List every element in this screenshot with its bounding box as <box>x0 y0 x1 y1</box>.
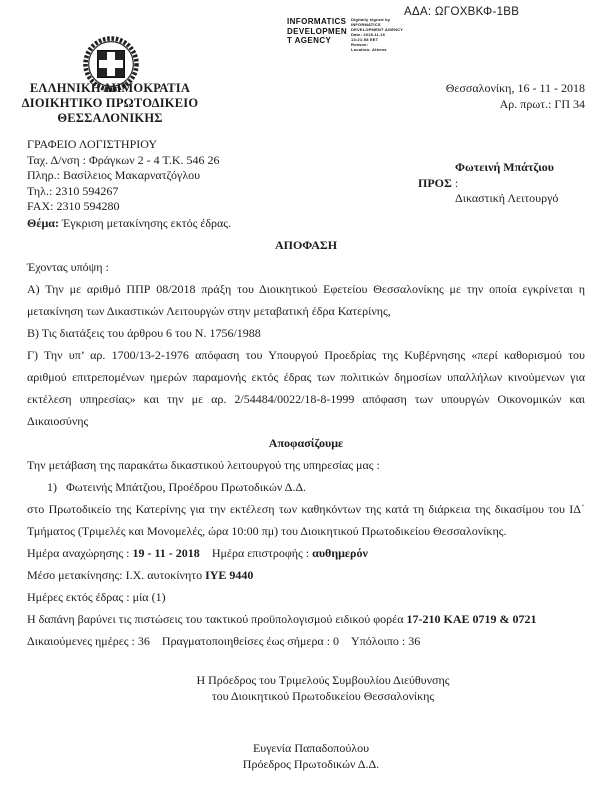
signatory-title-line2: του Διοικητικού Πρωτοδικείου Θεσσαλονίκης <box>211 689 435 703</box>
stamp-detail-line: Date: 2018.11.16 <box>351 32 386 37</box>
operative-continuation: στο Πρωτοδικείο της Κατερίνης για την εκτέλεση των καθηκόντων της κατά τη διάρκεια της δικασίμου του ΙΔ΄ Τμήματος (Τριμελές και Μονομελές, ώρα 10:00 πμ) του Διοικητικού Πρωτοδικείου Θεσσαλονίκης. <box>27 502 585 538</box>
office-name: ΓΡΑΦΕΙΟ ΛΟΓΙΣΤΗΡΙΟΥ <box>27 137 157 151</box>
recipient-title: Δικαστική Λειτουργό <box>455 191 559 205</box>
stamp-agency-line: DEVELOPMEN <box>287 26 348 36</box>
operative-list-item <box>27 476 585 498</box>
departure-date: 19 - 11 - 2018 <box>132 546 200 560</box>
signatory-title-block <box>27 672 585 704</box>
remaining-days: Υπόλοιπο : 36 <box>351 634 421 648</box>
stamp-signature-details <box>351 17 403 52</box>
decide-heading: Αποφασίζουμε <box>268 436 344 450</box>
stamp-agency-line: T AGENCY <box>287 36 332 45</box>
budget-line <box>27 608 585 630</box>
organization-header <box>0 81 220 126</box>
subject-line <box>27 212 585 234</box>
stamp-detail-line: Digitally signed by <box>351 17 391 22</box>
signatory-name: Ευγενία Παπαδοπούλου <box>252 741 370 755</box>
stamp-detail-line: INFORMATICS <box>351 22 381 27</box>
contact-info-block <box>27 137 220 215</box>
departure-return-line <box>27 542 585 564</box>
ada-number: ΑΔΑ: ΩΓΟΧΒΚΦ-1ΒΒ <box>404 6 520 18</box>
contact-person: Πληρ.: Βασίλειος Μακαρνατζόγλου <box>27 168 201 182</box>
days-accounting-line <box>27 630 585 652</box>
budget-label: Η δαπάνη βαρύνει τις πιστώσεις του τακτικού προϋπολογισμού ειδικού φορέα <box>27 612 407 626</box>
consideration-item-a: Α) Την με αριθμό ΠΠΡ 08/2018 πράξη του Διοικητικού Εφετείου Θεσσαλονίκης με την οποία εγκρίνεται η μετακίνηση των Δικαστικών Λειτουργών στην μεταβατική έδρα Κατερίνης, <box>27 282 585 318</box>
transport-line <box>27 564 585 586</box>
subject-text: Έγκριση μετακίνησης εκτός έδρας. <box>58 216 232 230</box>
transport-label: Μέσο μετακίνησης: Ι.Χ. αυτοκίνητο <box>27 568 206 582</box>
list-item-person: Φωτεινής Μπάτζιου, Προέδρου Πρωτοδικών Δ.Δ. <box>66 480 307 494</box>
days-out-line: Ημέρες εκτός έδρας : μία (1) <box>27 590 166 604</box>
protocol-number: Αρ. πρωτ.: ΓΠ 34 <box>499 96 585 111</box>
to-colon: : <box>451 175 459 190</box>
budget-code: 17-210 ΚΑΕ 0719 & 0721 <box>406 612 537 626</box>
return-label: Ημέρα επιστροφής : <box>211 546 313 560</box>
stamp-detail-line: Reason: <box>351 42 369 47</box>
fax-number: FAX: 2310 594280 <box>27 199 120 213</box>
city-date: Θεσσαλονίκη, 16 - 11 - 2018 <box>445 81 585 95</box>
stamp-agency-line: INFORMATICS <box>287 17 347 26</box>
stamp-detail-line: 13:21:58 EET <box>351 37 379 42</box>
recipient-block <box>418 160 558 207</box>
stamp-agency-name <box>287 17 347 46</box>
postal-address: Ταχ. Δ/νση : Φράγκων 2 - 4 Τ.Κ. 546 26 <box>27 152 220 167</box>
subject-label: Θέμα: <box>27 216 59 230</box>
list-item-number: 1) <box>47 480 57 494</box>
signatory-rank: Πρόεδρος Πρωτοδικών Δ.Δ. <box>242 757 380 771</box>
stamp-detail-line: DEVELOPMENT AGENCY <box>351 27 404 32</box>
digital-signature-stamp <box>287 17 403 52</box>
document-body <box>27 212 585 772</box>
having-regard-intro: Έχοντας υπόψη : <box>27 260 109 274</box>
signatory-name-block <box>27 740 585 772</box>
org-city-line: ΘΕΣΣΑΛΟΝΙΚΗΣ <box>57 111 163 125</box>
org-court-line: ΔΙΟΙΚΗΤΙΚΟ ΠΡΩΤΟΔΙΚΕΙΟ <box>21 96 199 110</box>
return-value: αυθημερόν <box>312 546 368 560</box>
consideration-item-c: Γ) Την υπ’ αρ. 1700/13-2-1976 απόφαση του Υπουργού Προεδρίας της Κυβέρνησης «περί καθορισμού του αριθμού επιτρεπομένων ημερών παραμονής εκτός έδρας των πολιτικών δημοσίων υπαλλήλων κινούμενων για εκτέλεση υπηρεσίας» και την με αρ. 2/54484/0022/18-8-1999 απόφαση των υπουργών Οικονομικών και Δικαιοσύνης <box>27 348 585 428</box>
recipient-to-line <box>418 176 558 192</box>
date-protocol-block <box>446 81 585 112</box>
used-days: Πραγματοποιηθείσες έως σήμερα : 0 <box>161 634 340 648</box>
entitled-days: Δικαιούμενες ημέρες : 36 <box>27 634 150 648</box>
operative-intro: Την μετάβαση της παρακάτω δικαστικού λειτουργού της υπηρεσίας μας : <box>27 458 380 472</box>
phone-number: Τηλ.: 2310 594267 <box>27 183 119 198</box>
departure-label: Ημέρα αναχώρησης : <box>27 546 133 560</box>
recipient-name: Φωτεινή Μπάτζιου <box>455 160 555 174</box>
consideration-item-b: Β) Τις διατάξεις του άρθρου 6 του Ν. 1756/1988 <box>27 326 261 340</box>
org-country-line: ΕΛΛΗΝΙΚΗ ΔΗΜΟΚΡΑΤΙΑ <box>29 81 191 95</box>
signatory-title-line1: Η Πρόεδρος του Τριμελούς Συμβουλίου Διεύθυνσης <box>196 673 450 687</box>
vehicle-plate: ΙΥΕ 9440 <box>205 568 254 582</box>
stamp-detail-line: Location: Athens <box>351 47 387 52</box>
to-label: ΠΡΟΣ <box>418 175 452 190</box>
decision-heading: ΑΠΟΦΑΣΗ <box>274 238 338 252</box>
